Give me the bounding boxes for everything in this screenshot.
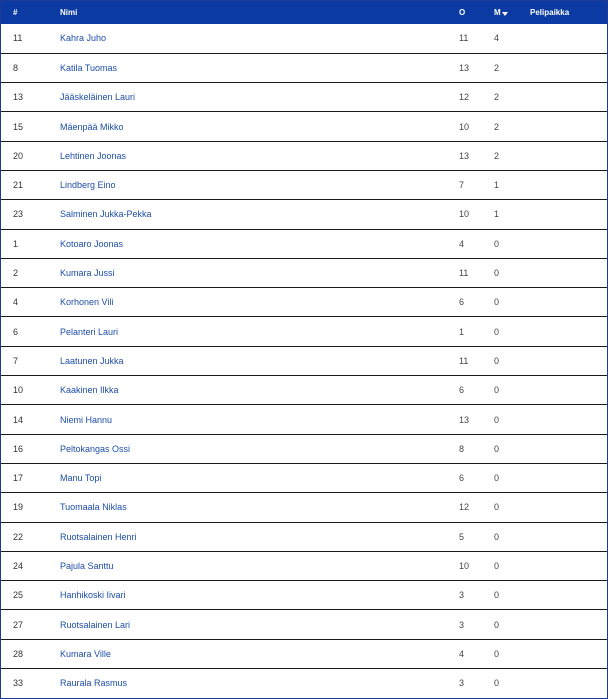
player-number-cell: 28 [13, 648, 24, 659]
player-name-cell [60, 610, 459, 639]
player-name-cell [60, 493, 459, 522]
player-name-cell [60, 53, 459, 82]
player-assists-cell: 2 [494, 92, 500, 103]
player-assists-cell: 0 [494, 473, 500, 484]
player-number-cell: 16 [13, 443, 24, 454]
player-name-link[interactable]: Tuomaala Niklas [60, 502, 127, 513]
player-name-cell [60, 229, 459, 258]
player-name-link[interactable]: Pajula Santtu [60, 560, 114, 571]
player-assists-cell: 0 [494, 443, 500, 454]
player-position-cell [530, 170, 607, 199]
sort-descending-icon [502, 12, 508, 16]
player-name-link[interactable]: Ruotsalainen Henri [60, 531, 137, 542]
player-number-cell: 15 [13, 121, 24, 132]
player-assists-cell: 0 [494, 355, 500, 366]
player-name-link[interactable]: Jääskeläinen Lauri [60, 92, 136, 103]
player-position-cell [530, 83, 607, 112]
player-number-cell: 20 [13, 150, 24, 161]
player-name-cell [60, 141, 459, 170]
table-row [1, 24, 607, 53]
player-position-cell [530, 522, 607, 551]
table-row [1, 170, 607, 199]
player-name-cell [60, 639, 459, 668]
table-row [1, 288, 607, 317]
player-name-cell [60, 258, 459, 287]
table-row [1, 669, 607, 698]
player-position-cell [530, 581, 607, 610]
player-name-link[interactable]: Katila Tuomas [60, 62, 118, 73]
column-header-assists[interactable] [494, 1, 530, 24]
player-position-cell [530, 141, 607, 170]
player-goals-cell: 11 [459, 268, 469, 279]
player-number-cell: 7 [13, 355, 19, 366]
player-goals-cell: 13 [459, 150, 470, 161]
player-number-cell: 1 [13, 238, 19, 249]
player-goals-cell: 12 [459, 502, 470, 513]
player-goals-cell: 10 [459, 209, 470, 220]
table-row [1, 493, 607, 522]
player-position-cell [530, 551, 607, 580]
table-row [1, 522, 607, 551]
player-name-link[interactable]: Kotoaro Joonas [60, 238, 124, 249]
player-assists-cell: 0 [494, 385, 500, 396]
table-header [1, 1, 607, 24]
table-row [1, 405, 607, 434]
player-assists-cell: 0 [494, 238, 500, 249]
player-name-link[interactable]: Kumara Ville [60, 648, 111, 659]
player-assists-cell: 0 [494, 590, 500, 601]
player-assists-cell: 0 [494, 619, 500, 630]
player-name-link[interactable]: Kahra Juho [60, 33, 107, 44]
player-position-cell [530, 24, 607, 53]
player-goals-cell: 6 [459, 385, 465, 396]
player-goals-cell: 3 [459, 619, 465, 630]
table-row [1, 463, 607, 492]
player-assists-cell: 0 [494, 268, 500, 279]
column-header-goals[interactable]: O [459, 8, 466, 17]
player-number-cell: 23 [13, 209, 24, 220]
player-position-cell [530, 229, 607, 258]
player-goals-cell: 11 [459, 355, 469, 366]
player-assists-cell: 4 [494, 33, 500, 44]
player-assists-cell: 0 [494, 678, 500, 689]
player-position-cell [530, 258, 607, 287]
player-name-cell [60, 317, 459, 346]
player-name-link[interactable]: Manu Topi [60, 473, 102, 484]
player-number-cell: 27 [13, 619, 24, 630]
player-name-cell [60, 24, 459, 53]
player-position-cell [530, 405, 607, 434]
player-number-cell: 10 [13, 385, 24, 396]
player-name-cell [60, 581, 459, 610]
player-name-link[interactable]: Hanhikoski Iivari [60, 590, 126, 601]
player-assists-cell: 0 [494, 297, 500, 308]
table-row [1, 83, 607, 112]
player-name-cell [60, 288, 459, 317]
table-row [1, 200, 607, 229]
column-header-assists-label: M [494, 8, 501, 17]
player-assists-cell: 2 [494, 62, 500, 73]
table-row [1, 317, 607, 346]
player-name-cell [60, 200, 459, 229]
player-name-link[interactable]: Ruotsalainen Lari [60, 619, 131, 630]
player-assists-cell: 0 [494, 414, 500, 425]
player-number-cell: 25 [13, 590, 24, 601]
player-goals-cell: 6 [459, 297, 465, 308]
player-number-cell: 2 [13, 268, 19, 279]
player-name-cell [60, 551, 459, 580]
player-goals-cell: 13 [459, 414, 470, 425]
header-row [1, 1, 607, 24]
player-name-cell [60, 463, 459, 492]
player-assists-cell: 0 [494, 326, 500, 337]
player-position-cell [530, 376, 607, 405]
player-name-link[interactable]: Kumara Jussi [60, 268, 115, 279]
player-goals-cell: 10 [459, 560, 470, 571]
table-row [1, 610, 607, 639]
table-body [1, 24, 607, 698]
table-row [1, 639, 607, 668]
player-assists-cell: 1 [494, 209, 500, 220]
player-assists-cell: 0 [494, 648, 500, 659]
player-assists-cell: 0 [494, 502, 500, 513]
player-goals-cell: 3 [459, 678, 465, 689]
player-goals-cell: 12 [459, 92, 470, 103]
player-position-cell [530, 53, 607, 82]
player-goals-cell: 5 [459, 531, 465, 542]
player-assists-cell: 2 [494, 150, 500, 161]
player-name-cell [60, 522, 459, 551]
player-number-cell: 21 [13, 180, 24, 191]
player-name-cell [60, 346, 459, 375]
player-position-cell [530, 493, 607, 522]
player-goals-cell: 1 [459, 326, 465, 337]
player-position-cell [530, 200, 607, 229]
player-number-cell: 33 [13, 678, 24, 689]
player-name-cell [60, 170, 459, 199]
player-goals-cell: 10 [459, 121, 470, 132]
player-name-link[interactable]: Korhonen Vili [60, 297, 114, 308]
player-name-link[interactable]: Pelanteri Lauri [60, 326, 119, 337]
player-number-cell: 11 [13, 33, 23, 44]
player-position-cell [530, 463, 607, 492]
player-position-cell [530, 288, 607, 317]
player-assists-cell: 0 [494, 560, 500, 571]
player-name-cell [60, 434, 459, 463]
player-position-cell [530, 434, 607, 463]
table-row [1, 376, 607, 405]
table-row [1, 551, 607, 580]
player-number-cell: 6 [13, 326, 19, 337]
player-position-cell [530, 317, 607, 346]
table-row [1, 434, 607, 463]
player-name-link[interactable]: Laatunen Jukka [60, 355, 124, 366]
player-position-cell [530, 346, 607, 375]
player-number-cell: 24 [13, 560, 24, 571]
player-name-link[interactable]: Peltokangas Ossi [60, 443, 131, 454]
player-name-link[interactable]: Lehtinen Joonas [60, 150, 127, 161]
player-name-cell [60, 112, 459, 141]
column-header-position[interactable]: Pelipaikka [530, 8, 570, 17]
player-goals-cell: 3 [459, 590, 465, 601]
player-number-cell: 22 [13, 531, 24, 542]
table-row [1, 229, 607, 258]
table-row [1, 581, 607, 610]
player-goals-cell: 6 [459, 473, 465, 484]
player-number-cell: 13 [13, 92, 24, 103]
player-assists-cell: 0 [494, 531, 500, 542]
player-name-link[interactable]: Niemi Hannu [60, 414, 113, 425]
table-row [1, 53, 607, 82]
player-goals-cell: 7 [459, 180, 465, 191]
player-name-cell [60, 405, 459, 434]
player-assists-cell: 2 [494, 121, 500, 132]
column-header-name[interactable]: Nimi [60, 8, 78, 17]
player-name-cell [60, 669, 459, 698]
player-position-cell [530, 610, 607, 639]
player-number-cell: 19 [13, 502, 24, 513]
player-goals-cell: 11 [459, 33, 469, 44]
player-name-link[interactable]: Lindberg Eino [60, 180, 116, 191]
player-name-link[interactable]: Salminen Jukka-Pekka [60, 209, 152, 220]
player-name-link[interactable]: Mäenpää Mikko [60, 121, 124, 132]
player-assists-cell: 1 [494, 180, 500, 191]
player-position-cell [530, 112, 607, 141]
player-number-cell: 8 [13, 62, 19, 73]
player-name-cell [60, 376, 459, 405]
player-goals-cell: 4 [459, 648, 465, 659]
player-number-cell: 17 [13, 473, 24, 484]
player-stats-table [1, 1, 607, 698]
table-row [1, 346, 607, 375]
table-row [1, 112, 607, 141]
table-row [1, 141, 607, 170]
player-goals-cell: 13 [459, 62, 470, 73]
player-position-cell [530, 639, 607, 668]
player-name-link[interactable]: Raurala Rasmus [60, 678, 128, 689]
player-name-cell [60, 83, 459, 112]
column-header-number[interactable]: # [13, 8, 18, 17]
player-number-cell: 14 [13, 414, 24, 425]
player-name-link[interactable]: Kaakinen Ilkka [60, 385, 119, 396]
table-row [1, 258, 607, 287]
player-number-cell: 4 [13, 297, 19, 308]
player-position-cell [530, 669, 607, 698]
player-goals-cell: 4 [459, 238, 465, 249]
player-goals-cell: 8 [459, 443, 465, 454]
